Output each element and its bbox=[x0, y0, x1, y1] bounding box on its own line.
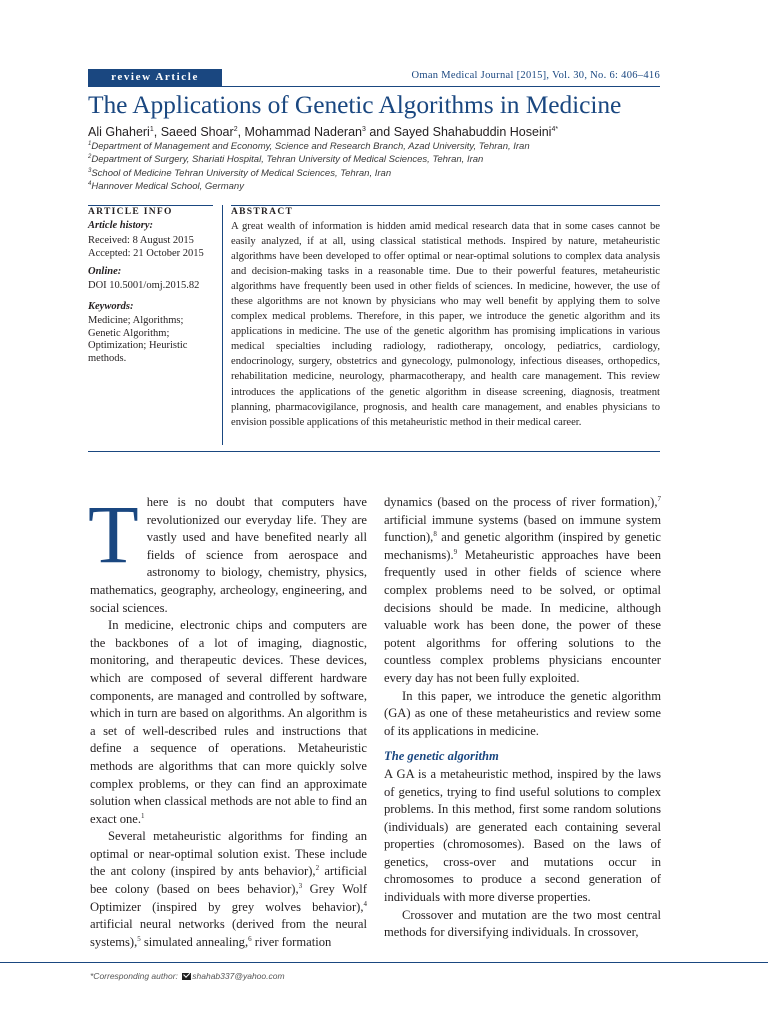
citation-ref[interactable]: 8 bbox=[433, 530, 437, 538]
doi-link[interactable]: DOI 10.5001/omj.2015.82 bbox=[88, 280, 200, 291]
author-list: Ali Ghaheri$^1$, Saeed Shoar$^2$, Mohammad Naderan$^3$ and Sayed Shahabuddin Hoseini$^{4*}$ bbox=[88, 125, 559, 139]
author-name: Sayed Shahabuddin Hoseini bbox=[393, 125, 552, 139]
citation-ref[interactable]: 4 bbox=[363, 899, 367, 908]
paragraph-crossover: Crossover and mutation are the two most central methods for diversifying individuals. In crossover, bbox=[384, 907, 661, 940]
author-name: Ali Ghaheri bbox=[88, 125, 150, 139]
paragraph-metaheuristics-cont: dynamics (based on the process of river formation),$^7$ artificial immune systems (based on immune system function),$^8$ and genetic algorithm (inspired by genetic mechanisms).$^9$ Metaheuristic approaches have been frequently used in other fields of science where complex problems need to be solved, or optimal decisions should be made. In medicine, although valuable work has been done, the power of these potent algorithms for offering solutions to the countless complex problems physicians encounter every day has not been fully exploited. bbox=[384, 494, 661, 685]
author-name: Mohammad Naderan bbox=[244, 125, 362, 139]
citation-ref[interactable]: 3 bbox=[298, 881, 303, 890]
mail-icon bbox=[182, 973, 191, 980]
affiliation-line: $^1$Department of Management and Economy, Science and Research Branch, Azad University, Tehran, Iran bbox=[88, 140, 530, 152]
body-column-right bbox=[384, 494, 661, 942]
footer-rule bbox=[0, 962, 768, 963]
abstract-top-rule bbox=[231, 205, 660, 206]
info-divider bbox=[222, 205, 223, 445]
paragraph-metaheuristics: Several metaheuristic algorithms for finding an optimal or near-optimal solution exist. These include the ant colony (inspired by ants behavior),$^2$ artificial bee colony (based on bees behavior),$^3$ Grey Wolf Optimizer (inspired by grey wolves behavior),$^4$ artificial neural networks (derived from the neural systems),$^5$ simulated annealing,$^6$ river formation bbox=[90, 829, 367, 949]
author-affiliation-ref: 2 bbox=[233, 125, 238, 133]
citation-ref[interactable]: 7 bbox=[657, 494, 661, 503]
affiliation-line: $^2$Department of Surgery, Shariati Hospital, Tehran University of Medical Sciences, Tehran, Iran bbox=[88, 153, 484, 165]
abstract-bottom-rule bbox=[88, 451, 660, 452]
author-affiliation-ref: 4* bbox=[551, 125, 559, 133]
citation-ref[interactable]: 2 bbox=[315, 864, 320, 873]
section-heading: The genetic algorithm bbox=[384, 749, 499, 764]
article-title: The Applications of Genetic Algorithms in Medicine bbox=[88, 90, 622, 119]
online-label: Online: bbox=[88, 266, 122, 277]
abstract-heading: ABSTRACT bbox=[231, 207, 294, 217]
received-date: Received: 8 August 2015 bbox=[88, 235, 194, 246]
citation-ref[interactable]: 1 bbox=[141, 811, 145, 820]
author-name: Saeed Shoar bbox=[160, 125, 234, 139]
paragraph-paper-intro: In this paper, we introduce the genetic algorithm (GA) as one of these metaheuristics and review some of its applications in medicine. bbox=[384, 688, 661, 738]
citation-ref[interactable]: 6 bbox=[248, 934, 252, 943]
drop-cap: T bbox=[88, 488, 139, 580]
paragraph-ga-definition: A GA is a metaheuristic method, inspired by the laws of genetics, trying to find useful solutions to complex problems. In this method, first some random solutions (individuals) are generated each containing several properties (chromosomes). Based on the laws of genetics, cross-over and mutations occur in chromosomes to produce a second generation of individuals with more diverse properties. bbox=[384, 766, 661, 905]
citation-ref[interactable]: 9 bbox=[453, 547, 458, 556]
accepted-date: Accepted: 21 October 2015 bbox=[88, 248, 204, 259]
article-type-badge: review Article bbox=[88, 69, 222, 86]
corresponding-author-note bbox=[90, 971, 285, 981]
keywords-list: Medicine; Algorithms; Genetic Algorithm; Optimization; Heuristic methods. bbox=[88, 315, 188, 364]
info-top-rule bbox=[88, 205, 213, 206]
author-affiliation-ref: 1 bbox=[149, 125, 154, 133]
paragraph-medicine: In medicine, electronic chips and computers are the backbones of a lot of imaging, diagnostic, monitoring, and therapeutic devices. These devices, which are composed of several different hardware components, are managed and controlled by software, which in turn are based on algorithms. An algorithm is a set of well-described rules and instructions that define a sequence of operations. Metaheuristic methods are algorithms that can more quickly solve complex problems, or they can find an approximate solution when classical methods are not able to find an exact one.$^1$ bbox=[90, 618, 367, 826]
body-column-left bbox=[88, 488, 367, 951]
citation-ref[interactable]: 5 bbox=[137, 934, 141, 943]
abstract-text: A great wealth of information is hidden amid medical research data that in some cases cannot be easily analyzed, if at all, using classical statistical methods. Inspired by nature, metaheuristic algorithms have been developed to offer optimal or near-optimal solutions to complex data analysis and decision-making tasks in a reasonable time. Due to their powerful features, metaheuristic algorithms have frequently been used in other fields of sciences. In medicine, however, the use of these algorithms are not known by physicians who may well benefit by applying them to solve complex medical problems. Therefore, in this paper, we introduce the genetic algorithm and its applications in medicine. The use of the genetic algorithm has promising implications in various medical specialties including radiology, radiotherapy, oncology, pediatrics, cardiology, endocrinology, surgery, obstetrics and gynecology, pulmonology, infectious diseases, orthopedics, rehabilitation medicine, neurology, pharmacotherapy, and health care management. This review introduces the applications of the genetic algorithm in disease screening, diagnosis, treatment planning, pharmacovigilance, prognosis, and health care management, and enables physicians to envision possible applications of this metaheuristic method in their medical career. bbox=[231, 221, 660, 428]
corresponding-label: *Corresponding author: bbox=[90, 971, 178, 981]
paragraph-intro: here is no doubt that computers have revolutionized our everyday life. They are vastly used and have benefited nearly all fields of science from aerospace and astronomy to biology, chemistry, physics, mathematics, geography, archeology, engineering, and social sciences. bbox=[90, 495, 367, 615]
keywords-label: Keywords: bbox=[88, 301, 134, 312]
history-label: Article history: bbox=[88, 220, 154, 231]
header-rule bbox=[88, 86, 660, 87]
journal-citation: Oman Medical Journal [2015], Vol. 30, No. 6: 406–416 bbox=[411, 70, 660, 81]
article-info-heading: ARTICLE INFO bbox=[88, 207, 173, 217]
author-email-link[interactable]: shahab337@yahoo.com bbox=[192, 971, 285, 981]
author-affiliation-ref: 3 bbox=[361, 125, 366, 133]
affiliation-line: $^3$School of Medicine Tehran University of Medical Sciences, Tehran, Iran bbox=[88, 167, 392, 179]
affiliation-line: $^4$Hannover Medical School, Germany bbox=[88, 180, 244, 192]
